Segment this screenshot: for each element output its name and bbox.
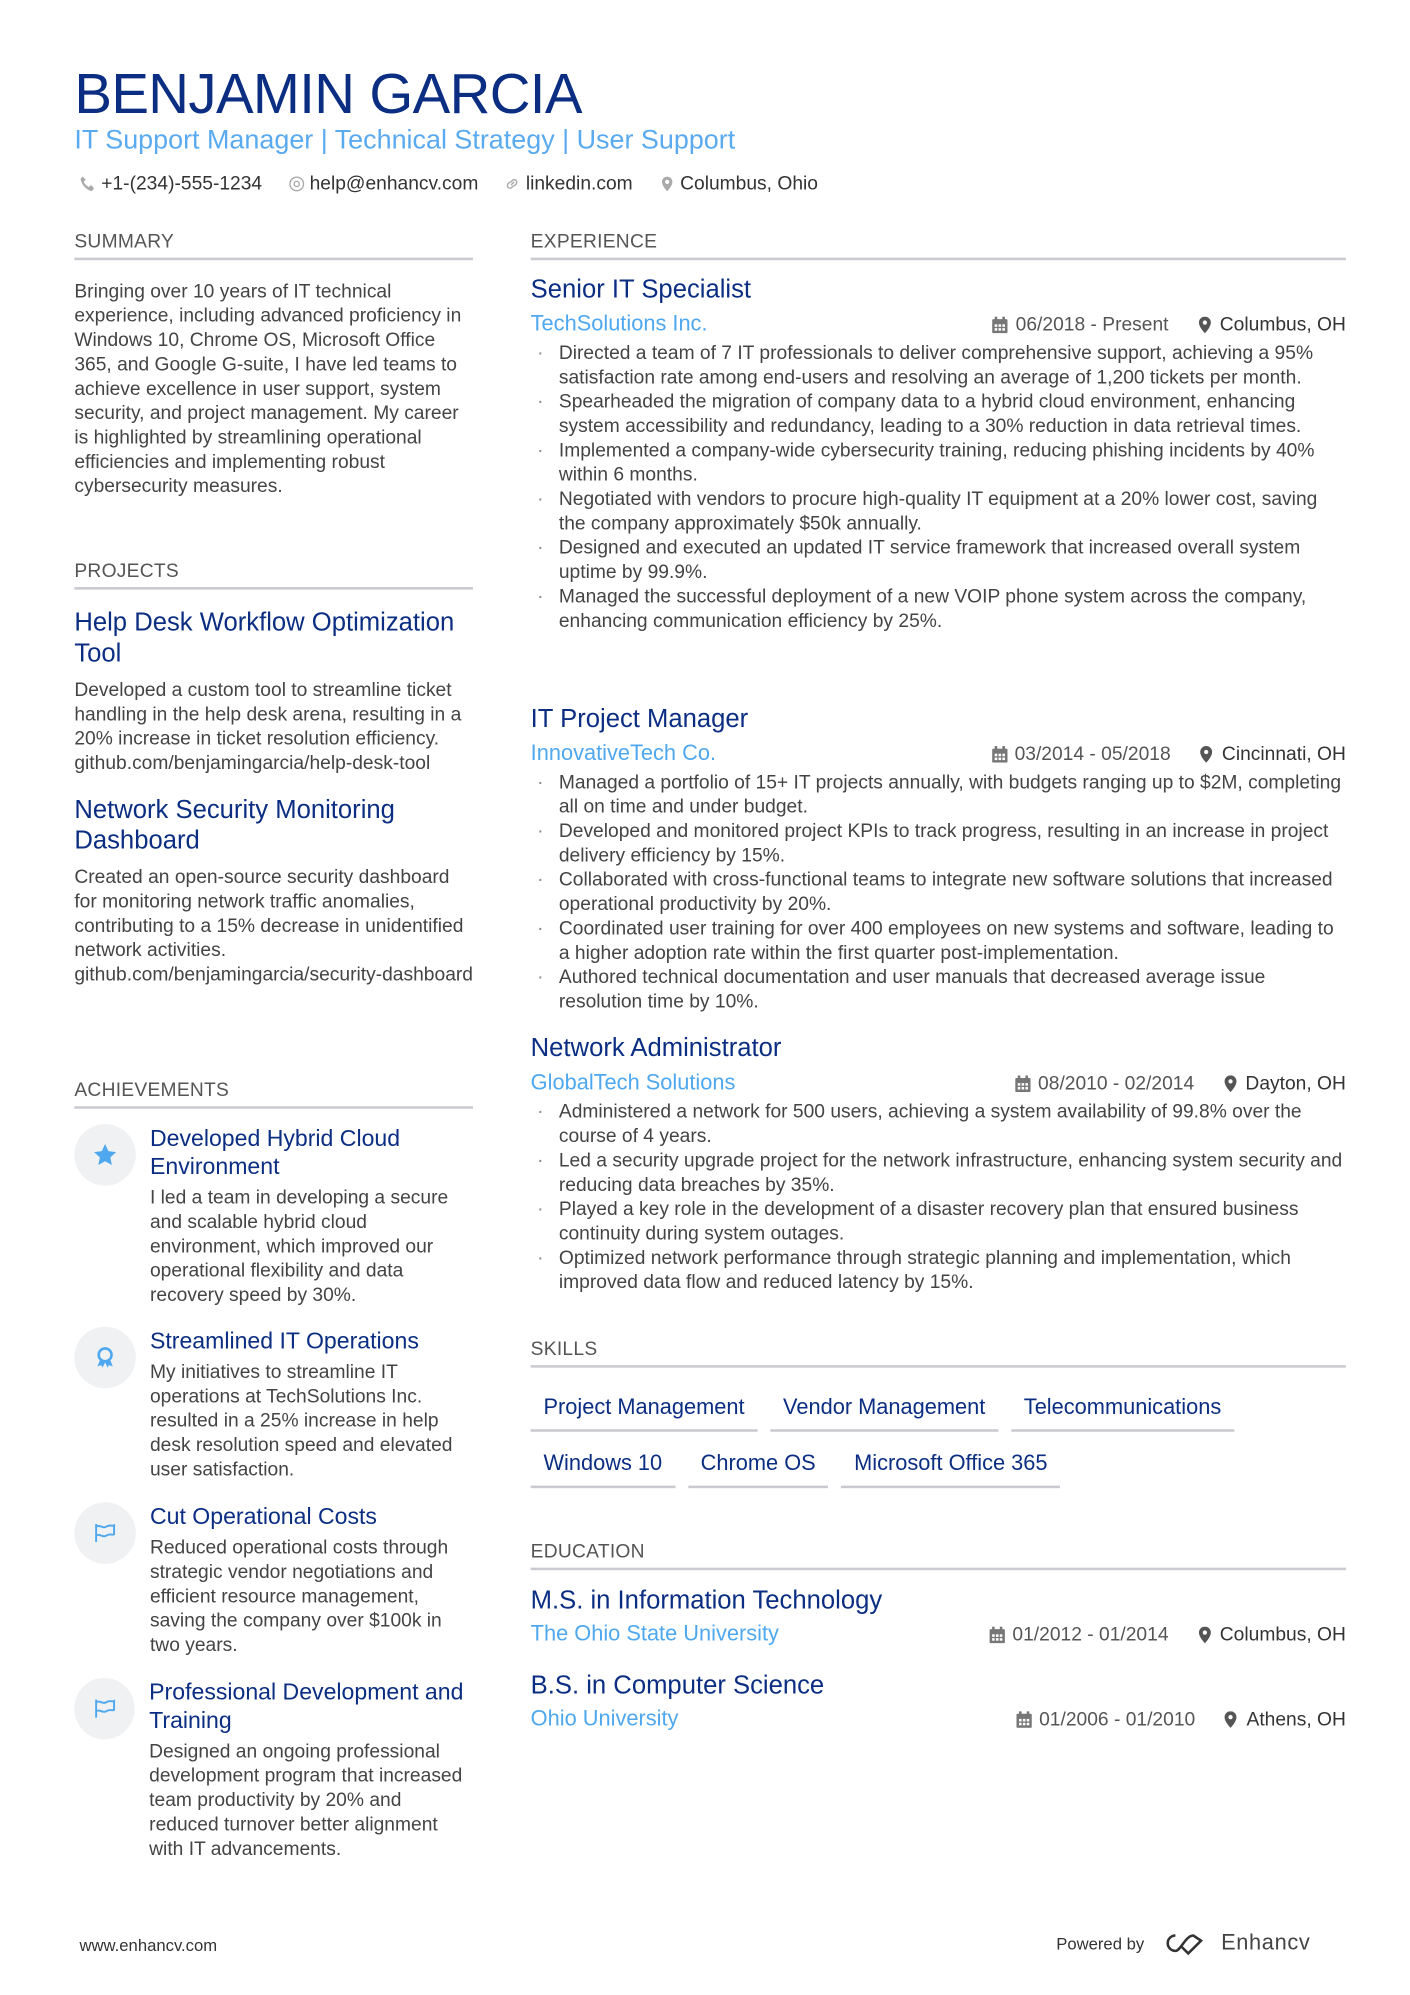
section-heading: SUMMARY bbox=[74, 230, 175, 253]
project-desc: Developed a custom tool to streamline ticket handling in the help desk arena, resulting in a 20% increase in ticket resolution efficiency. bbox=[74, 679, 462, 750]
achievement-item bbox=[74, 1502, 473, 1657]
education-meta bbox=[989, 1622, 1346, 1646]
job-bullet: · Negotiated with vendors to procure high-quality IT equipment at a 20% lower cost, saving the company approximately $50k annually. bbox=[531, 487, 1346, 536]
brand-name: Enhancv bbox=[1221, 1930, 1311, 1955]
job-bullet: · Managed a portfolio of 15+ IT projects annually, with budgets ranging up to $2M, completing all on time and under budget. bbox=[531, 770, 1346, 819]
job-bullet: · Collaborated with cross-functional teams to integrate new software solutions that increased operational productivity by 20%. bbox=[531, 868, 1346, 917]
section-heading: PROJECTS bbox=[74, 560, 179, 582]
job-location: Cincinnati, OH bbox=[1221, 742, 1346, 765]
star-icon bbox=[92, 1142, 118, 1168]
location-pin-icon bbox=[1199, 745, 1214, 762]
job-title: IT Project Manager bbox=[530, 704, 749, 734]
job-bullet: · Coordinated user training for over 400 employees on new systems and software, leading to a higher adoption rate within the first quarter post-implementation. bbox=[531, 916, 1346, 965]
degree-title: B.S. in Computer Science bbox=[530, 1671, 825, 1700]
skills-section bbox=[531, 1338, 1346, 1488]
degree-title: M.S. in Information Technology bbox=[530, 1586, 883, 1616]
job-bullet: · Implemented a company-wide cybersecurity training, reducing phishing incidents by 40% within 6 months. bbox=[531, 438, 1346, 487]
location-pin-icon bbox=[1223, 1711, 1238, 1728]
project-item bbox=[74, 795, 473, 987]
location-pin-icon bbox=[1197, 1626, 1212, 1643]
candidate-name: BENJAMIN GARCIA bbox=[74, 62, 582, 126]
divider bbox=[74, 258, 473, 261]
achievement-title: Professional Development and Training bbox=[149, 1679, 464, 1733]
achievement-desc: Designed an ongoing professional development program that increased team productivity by 20% and reduced turnover better alignment with IT advancements. bbox=[149, 1740, 463, 1860]
job-dates: 03/2014 - 05/2018 bbox=[1014, 742, 1171, 765]
job-bullet: · Designed and executed an updated IT service framework that increased overall system uptime by 99.9%. bbox=[531, 536, 1346, 585]
divider bbox=[531, 258, 1346, 261]
candidate-subtitle: IT Support Manager | Technical Strategy | User Support bbox=[74, 125, 736, 156]
education-dates: 01/2012 - 01/2014 bbox=[1012, 1623, 1169, 1646]
achievement-item bbox=[74, 1124, 473, 1307]
company-name: TechSolutions Inc. bbox=[530, 311, 708, 336]
job-bullet: · Played a key role in the development of a disaster recovery plan that ensured business continuity during system outages. bbox=[531, 1197, 1346, 1246]
location-pin-icon bbox=[1197, 316, 1212, 333]
education-meta bbox=[1016, 1707, 1346, 1731]
job-bullet: · Administered a network for 500 users, achieving a system availability of 99.8% over the course of 4 years. bbox=[531, 1100, 1346, 1149]
achievement-title: Streamlined IT Operations bbox=[149, 1327, 419, 1354]
project-item bbox=[74, 608, 473, 776]
job-entry bbox=[531, 704, 1346, 1014]
skill-tag: Telecommunications bbox=[1011, 1393, 1234, 1431]
calendar-icon bbox=[989, 1626, 1004, 1643]
enhancv-logo-icon bbox=[1160, 1930, 1206, 1956]
job-bullet: · Managed the successful deployment of a new VOIP phone system across the company, enhancing communication efficiency by 25%. bbox=[531, 585, 1346, 634]
phone-text: +1-(234)-555-1234 bbox=[101, 173, 263, 195]
job-bullet: · Authored technical documentation and user manuals that decreased average issue resolution time by 10%. bbox=[531, 965, 1346, 1014]
job-meta bbox=[991, 742, 1345, 766]
achievement-icon-badge bbox=[74, 1124, 136, 1186]
job-entry bbox=[531, 1033, 1346, 1294]
job-dates: 08/2010 - 02/2014 bbox=[1038, 1072, 1195, 1095]
project-title: Help Desk Workflow Optimization Tool bbox=[74, 608, 455, 668]
project-link[interactable]: github.com/benjamingarcia/help-desk-tool bbox=[74, 752, 431, 775]
contact-email[interactable] bbox=[288, 172, 479, 196]
location-pin-icon bbox=[658, 176, 675, 193]
job-bullet: · Led a security upgrade project for the network infrastructure, enhancing system security and reducing data breaches by 35%. bbox=[531, 1148, 1346, 1197]
achievement-icon-badge bbox=[74, 1502, 136, 1564]
divider bbox=[531, 1568, 1346, 1571]
location-text: Columbus, Ohio bbox=[680, 173, 818, 195]
education-dates: 01/2006 - 01/2010 bbox=[1039, 1707, 1196, 1730]
job-location: Columbus, OH bbox=[1219, 313, 1346, 336]
divider bbox=[74, 1106, 473, 1109]
achievement-title: Developed Hybrid Cloud Environment bbox=[149, 1125, 401, 1180]
education-location: Columbus, OH bbox=[1219, 1623, 1346, 1646]
education-section bbox=[531, 1541, 1346, 1570]
summary-text: Bringing over 10 years of IT technical experience, including advanced proficiency in Windows 10, Chrome OS, Microsoft Office 365, and Google G-suite, I have led teams to achieve excellence in user support, system security, and project management. My career is highlighted by streamlining operational efficiencies and implementing robust cybersecurity measures. bbox=[74, 280, 462, 498]
achievement-desc: My initiatives to streamline IT operations at TechSolutions Inc. resulted in a 25% increase in help desk resolution speed and elevated user satisfaction. bbox=[149, 1361, 453, 1481]
job-bullet: · Directed a team of 7 IT professionals to deliver comprehensive support, achieving a 95% satisfaction rate among end-users and resolving an average of 1,200 tickets per month. bbox=[531, 341, 1346, 390]
footer-website[interactable]: www.enhancv.com bbox=[79, 1935, 218, 1955]
at-icon bbox=[288, 176, 305, 193]
skills-row bbox=[531, 1393, 1346, 1431]
award-ribbon-icon bbox=[92, 1345, 118, 1371]
link-icon bbox=[504, 176, 521, 193]
email-text: help@enhancv.com bbox=[309, 173, 479, 195]
achievement-desc: Reduced operational costs through strategic vendor negotiations and efficient resource management, saving the company over $100k in two years. bbox=[149, 1536, 449, 1657]
job-bullet: · Developed and monitored project KPIs to track progress, resulting in an increase in project delivery efficiency by 15%. bbox=[531, 819, 1346, 868]
location-pin-icon bbox=[1222, 1075, 1237, 1092]
achievements-section bbox=[74, 1079, 473, 1108]
job-meta bbox=[993, 312, 1346, 336]
link-text: linkedin.com bbox=[525, 173, 633, 195]
skill-tag: Chrome OS bbox=[688, 1450, 829, 1488]
skill-tag: Windows 10 bbox=[531, 1450, 675, 1488]
contact-row bbox=[79, 172, 818, 196]
calendar-icon bbox=[1015, 1075, 1030, 1092]
contact-location bbox=[658, 172, 818, 196]
skill-tag: Project Management bbox=[531, 1393, 758, 1431]
job-entry bbox=[531, 274, 1346, 633]
job-dates: 06/2018 - Present bbox=[1015, 313, 1169, 336]
school-name: The Ohio State University bbox=[530, 1621, 779, 1646]
achievement-icon-badge bbox=[74, 1678, 135, 1740]
job-bullet: · Spearheaded the migration of company data to a hybrid cloud environment, enhancing system accessibility and redundancy, leading to a 30% reduction in data retrieval times. bbox=[531, 390, 1346, 439]
skill-tag: Vendor Management bbox=[770, 1393, 998, 1431]
education-entry bbox=[531, 1670, 1346, 1733]
job-location: Dayton, OH bbox=[1245, 1072, 1346, 1095]
job-meta bbox=[1015, 1071, 1346, 1095]
divider bbox=[74, 587, 473, 590]
achievement-title: Cut Operational Costs bbox=[149, 1503, 377, 1530]
skills-row bbox=[531, 1450, 1346, 1488]
contact-phone bbox=[79, 172, 262, 196]
experience-section bbox=[531, 231, 1346, 260]
divider bbox=[531, 1365, 1346, 1368]
section-heading: EDUCATION bbox=[530, 1540, 645, 1563]
education-entry bbox=[531, 1586, 1346, 1649]
summary-section bbox=[74, 231, 473, 499]
project-title: Network Security Monitoring Dashboard bbox=[74, 795, 395, 855]
projects-section bbox=[74, 560, 473, 987]
job-title: Senior IT Specialist bbox=[530, 275, 752, 304]
achievement-icon-badge bbox=[74, 1327, 136, 1389]
job-title: Network Administrator bbox=[530, 1034, 782, 1063]
section-heading: SKILLS bbox=[530, 1338, 598, 1360]
section-heading: ACHIEVEMENTS bbox=[74, 1079, 230, 1102]
section-heading: EXPERIENCE bbox=[530, 230, 658, 253]
powered-by bbox=[1056, 1930, 1310, 1956]
job-bullet: · Optimized network performance through strategic planning and implementation, which improved data flow and reduced latency by 15%. bbox=[531, 1246, 1346, 1295]
powered-by-text: Powered by bbox=[1056, 1933, 1145, 1953]
achievement-item bbox=[74, 1327, 473, 1482]
achievement-item bbox=[74, 1678, 473, 1861]
contact-link[interactable] bbox=[504, 172, 633, 196]
flag-icon bbox=[92, 1520, 118, 1546]
flag-icon bbox=[92, 1696, 118, 1722]
calendar-icon bbox=[1016, 1711, 1031, 1728]
school-name: Ohio University bbox=[530, 1706, 679, 1731]
calendar-icon bbox=[993, 316, 1008, 333]
project-desc: Created an open-source security dashboard for monitoring network traffic anomalies, contributing to a 15% decrease in unidentified network activities. bbox=[74, 866, 464, 962]
company-name: GlobalTech Solutions bbox=[530, 1070, 736, 1095]
company-name: InnovativeTech Co. bbox=[530, 740, 717, 766]
skill-tag: Microsoft Office 365 bbox=[841, 1450, 1060, 1488]
calendar-icon bbox=[991, 745, 1006, 762]
achievement-desc: I led a team in developing a secure and scalable hybrid cloud environment, which improved our operational flexibility and data recovery speed by 30%. bbox=[149, 1186, 449, 1307]
phone-icon bbox=[79, 176, 96, 193]
education-location: Athens, OH bbox=[1246, 1707, 1346, 1730]
project-link[interactable]: github.com/benjamingarcia/security-dashboard bbox=[74, 963, 474, 986]
